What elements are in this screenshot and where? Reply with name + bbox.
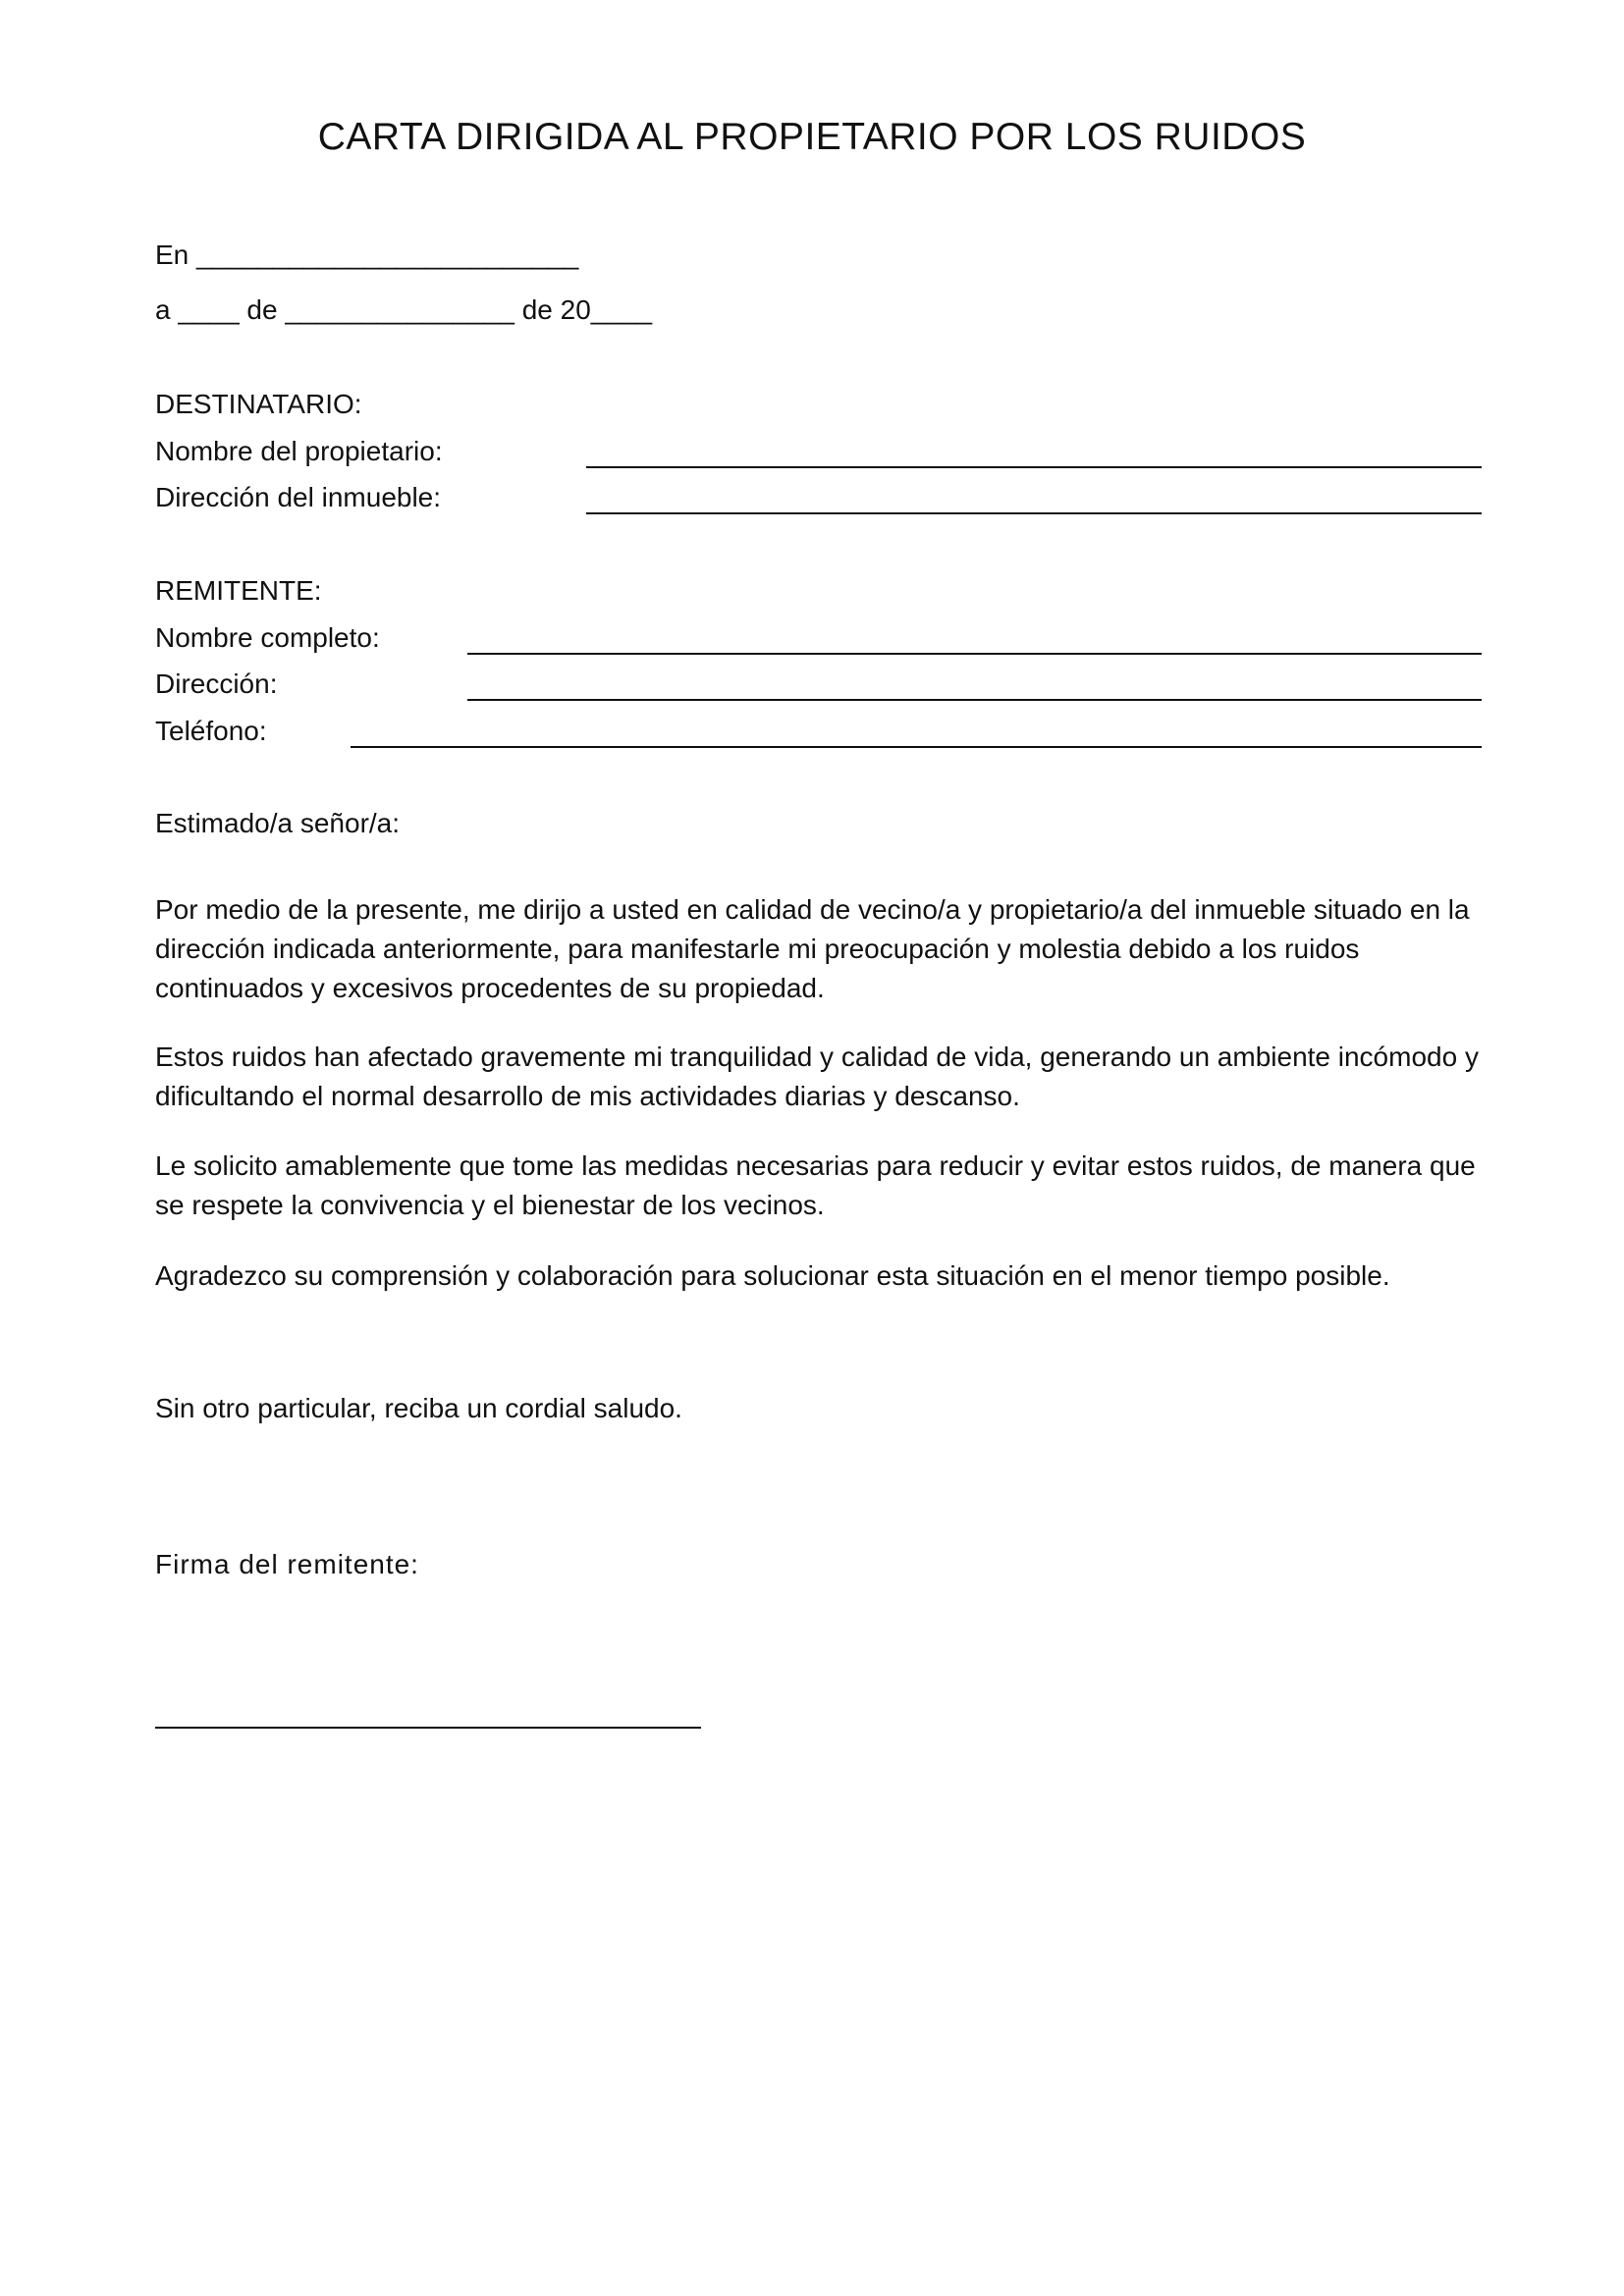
signature-line[interactable] (155, 1727, 701, 1729)
recipient-heading: DESTINATARIO: (155, 389, 362, 419)
closing-line: Sin otro particular, reciba un cordial saludo. (155, 1393, 682, 1423)
address-label: Dirección: (155, 668, 278, 699)
date-line: a ____ de _______________ de 20____ (155, 294, 653, 325)
body-paragraph-2: Estos ruidos han afectado gravemente mi tranquilidad y calidad de vida, generando un ambiente incómodo y dificultando el normal desarrollo de mis actividades diarias y descanso. (155, 1041, 1479, 1111)
property-address-field-line[interactable] (586, 512, 1482, 514)
place-line: En _________________________ (155, 240, 579, 270)
body-paragraph-4: Agradezco su comprensión y colaboración para solucionar esta situación en el menor tiempo posible. (155, 1260, 1390, 1291)
full-name-field-line[interactable] (467, 653, 1482, 655)
body-paragraph-3: Le solicito amablemente que tome las medidas necesarias para reducir y evitar estos ruidos, de manera que se respete la convivencia y el bienestar de los vecinos. (155, 1150, 1476, 1220)
body-paragraph-1: Por medio de la presente, me dirijo a usted en calidad de vecino/a y propietario/a del inmueble situado en la dirección indicada anteriormente, para manifestarle mi preocupación y molestia debido a los ruidos continuados y excesivos procedentes de su propiedad. (155, 894, 1470, 1003)
signature-label: Firma del remitente: (155, 1549, 419, 1579)
phone-label: Teléfono: (155, 716, 267, 746)
owner-name-label: Nombre del propietario: (155, 436, 443, 466)
property-address-label: Dirección del inmueble: (155, 482, 442, 512)
full-name-label: Nombre completo: (155, 622, 380, 653)
sender-heading: REMITENTE: (155, 575, 322, 606)
salutation: Estimado/a señor/a: (155, 808, 401, 838)
owner-name-field-line[interactable] (586, 466, 1482, 468)
phone-field-line[interactable] (351, 746, 1482, 748)
page-title: CARTA DIRIGIDA AL PROPIETARIO POR LOS RUIDOS (317, 116, 1307, 158)
address-field-line[interactable] (467, 699, 1482, 701)
